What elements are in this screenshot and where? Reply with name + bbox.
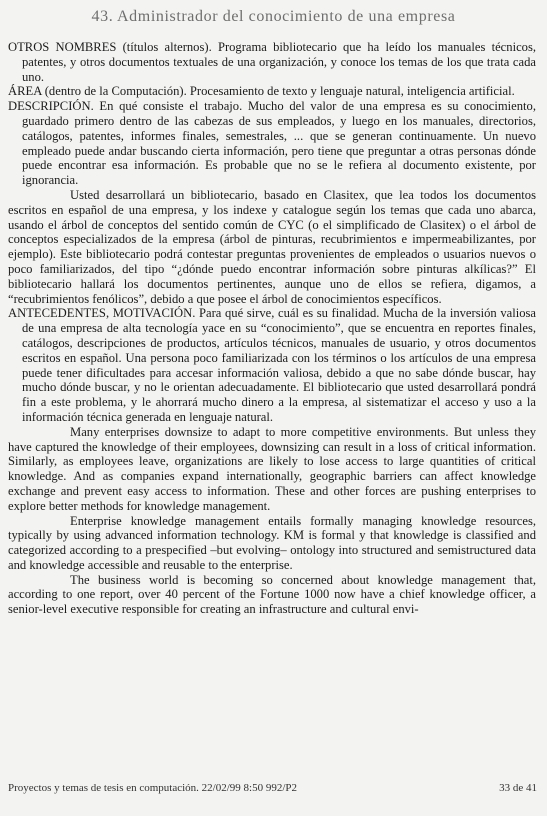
english-paragraph-2: Enterprise knowledge management entails formally managing knowledge resources, typically by using advanced information technology. KM is formal y that knowledge is classified and categorized according to a prespecified –but evolving– ontology into structured and semistructured data and knowledge accessible and reusable to the enterprise.	[8, 513, 536, 572]
area-paragraph: ÁREA (dentro de la Computación). Procesamiento de texto y lenguaje natural, inteligencia artificial.	[8, 84, 515, 99]
page-footer	[8, 782, 537, 794]
page-title: 43. Administrador del conocimiento de una empresa	[91, 8, 456, 25]
footer-source: Proyectos y temas de tesis en computación. 22/02/99 8:50 992/P2	[8, 782, 298, 794]
descripcion-paragraph: DESCRIPCIÓN. En qué consiste el trabajo. Mucho del valor de una empresa es su conocimiento, guardado primero dentro de las cabezas de sus empleados, y luego en los manuales, directorios, catálogos, patentes, informes finales, semestrales, ... que se generan continuamente. Un nuevo empleado puede andar buscando cierta información, pero tiene que preguntar a otras personas dónde puede encontrar esa información. Es probable que no se le refiera al documento existente, por ignorancia.	[8, 99, 536, 188]
english-paragraph-3: The business world is becoming so concerned about knowledge management that, according to one report, over 40 percent of the Fortune 1000 now have a chief knowledge officer, a senior-level executive responsible for creating an infrastructure and cultural envi-	[8, 572, 536, 617]
english-paragraph-1: Many enterprises downsize to adapt to more competitive environments. But unless they have captured the knowledge of their employees, downsizing can result in a loss of critical information. Similarly, as employees leave, organizations are likely to lose access to large quantities of critical knowledge. And as companies expand internationally, geographic barriers can affect knowledge exchange and prevent easy access to information. These and other forces are pushing enterprises to explore better methods for knowledge management.	[8, 424, 536, 513]
page-number: 33 de 41	[499, 782, 537, 794]
antecedentes-paragraph: ANTECEDENTES, MOTIVACIÓN. Para qué sirve, cuál es su finalidad. Mucha de la inversión valiosa de una empresa de alta tecnología yace en su “conocimiento”, que se encuentra en reportes finales, catálogos, descripciones de productos, artículos técnicos, manuales de usuario, y otros documentos escritos en español. Una persona poco familiarizada con los términos o los artículos de una empresa puede tener dificultades para accesar información valiosa, debido a que no sabe dónde buscar, hay mucho dónde buscar, y no le orientan adecuadamente. El bibliotecario que usted desarrollará pondrá fin a este problema, y le ahorrará mucho dinero a la empresa, al sistematizar el acceso y uso a la información técnica generada en lenguaje natural.	[8, 306, 536, 424]
descripcion-paragraph-2: Usted desarrollará un bibliotecario, basado en Clasitex, que lea todos los documentos escritos en español de una empresa, y los indexe y catalogue según los temas que cada uno abarca, usando el árbol de conceptos del sentido común de CYC (o el simplificado de Clasitex) o el árbol de conceptos especializados de la empresa (árbol de pinturas, recubrimientos e impermeabilizantes, por ejemplo). Este bibliotecario podrá contestar preguntas provenientes de empleados o usuarios nuevos o poco familiarizados, del tipo “¿dónde puedo encontrar información sobre pinturas alkílicas?” El bibliotecario hallará los documentos pertinentes, aunque uno de ellos se refiera, digamos, a “recubrimientos fenólicos”, debido a que posee el árbol de conocimientos específicos.	[8, 187, 536, 306]
otros-nombres-paragraph: OTROS NOMBRES (títulos alternos). Programa bibliotecario que ha leído los manuales técnicos, patentes, y otros documentos textuales de una organización, y conoce los temas de los que trata cada uno.	[8, 40, 536, 84]
document-body	[8, 40, 536, 617]
